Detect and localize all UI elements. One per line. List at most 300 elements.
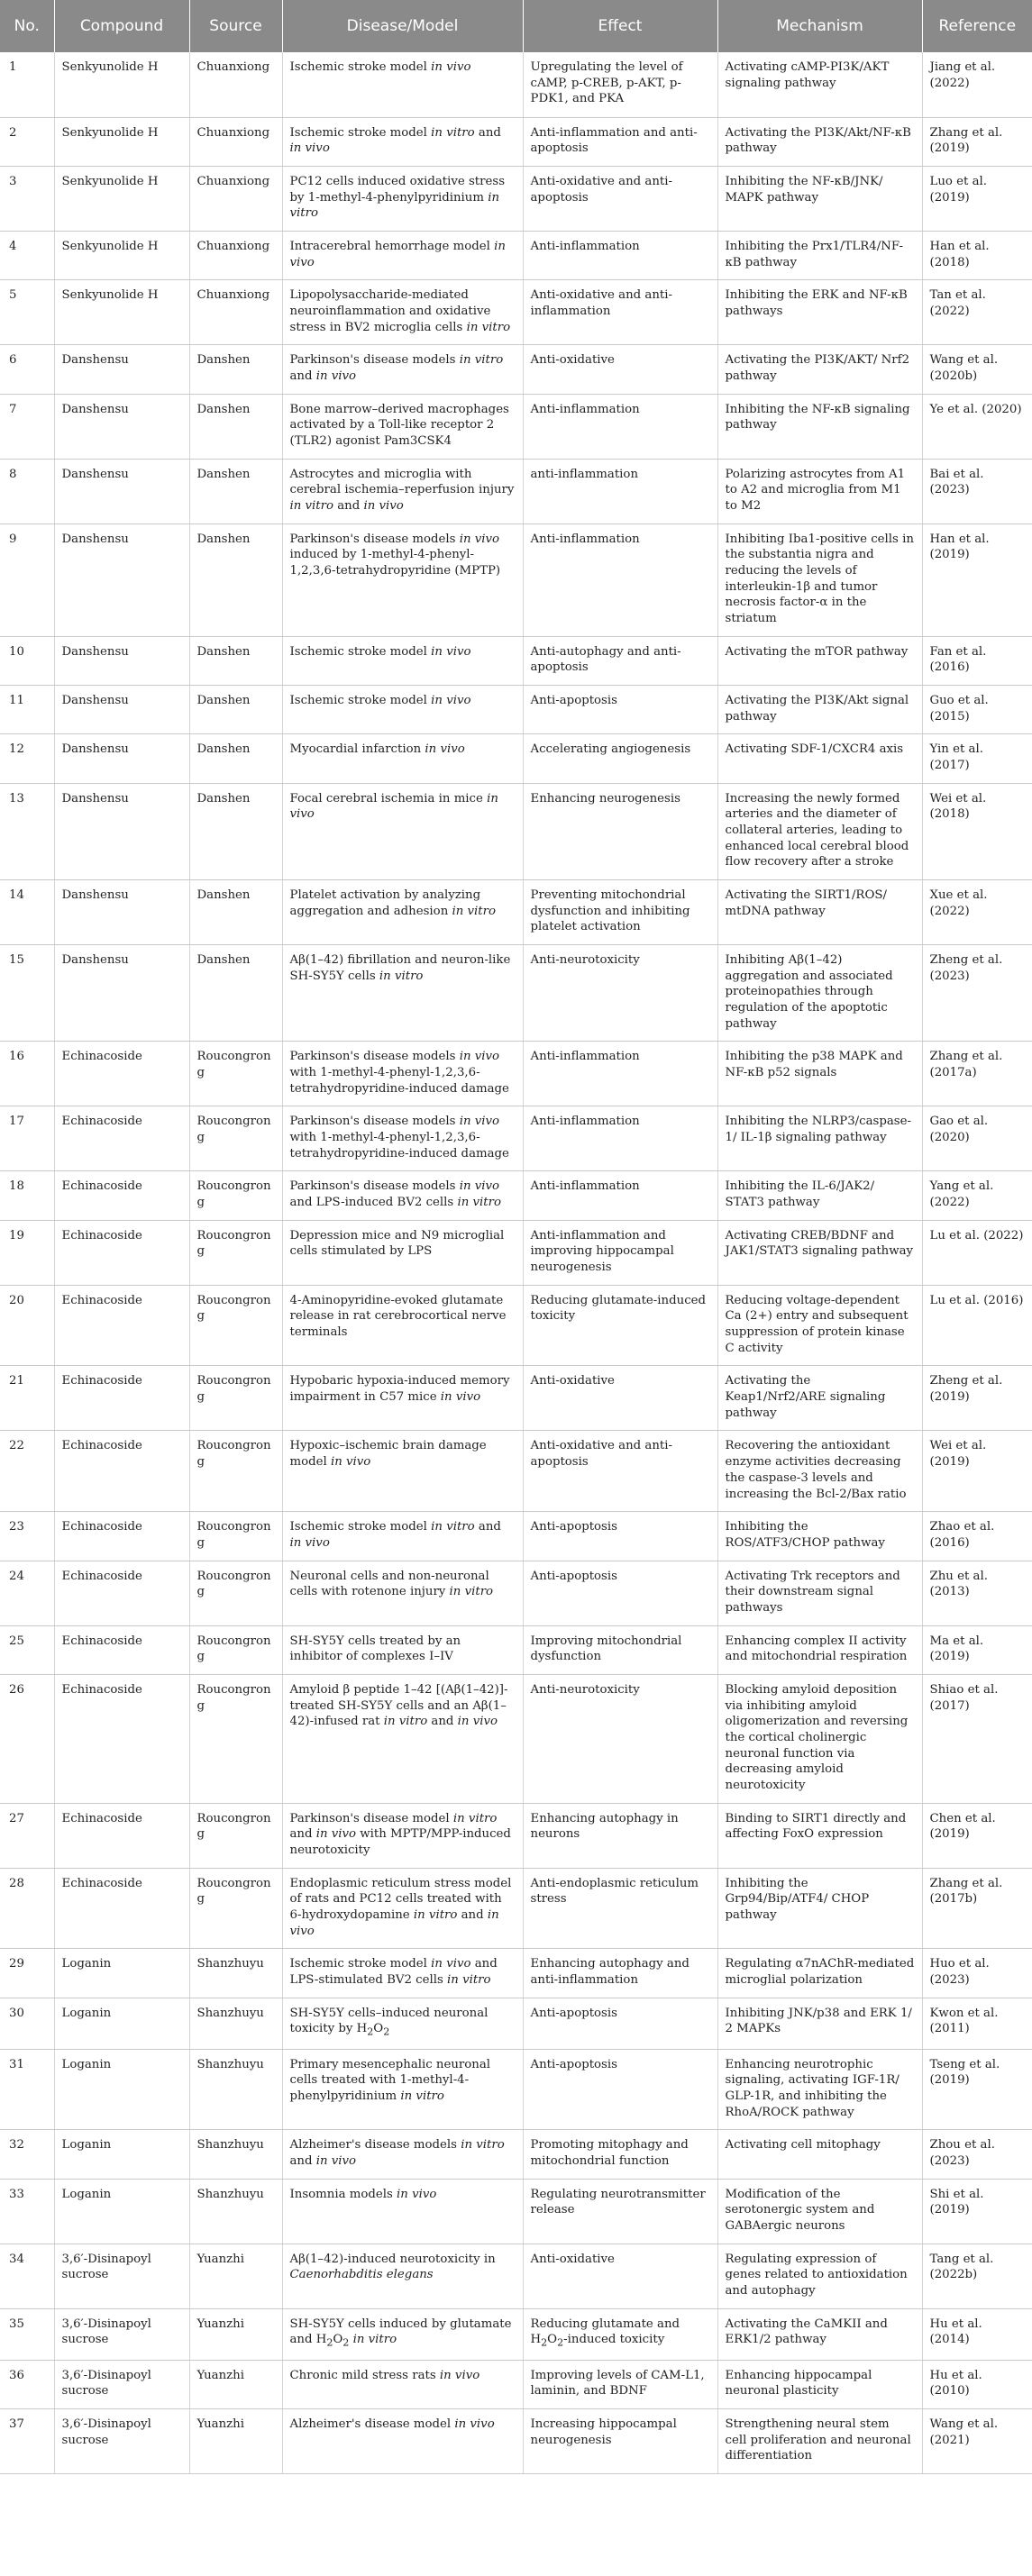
cell-mechanism: Activating Trk receptors and their downstream signal pathways [717,1561,922,1625]
cell-no: 18 [0,1171,54,1220]
cell-source: Chuanxiong [189,117,282,166]
header-source: Source [189,0,282,52]
cell-source: Yuanzhi [189,2244,282,2308]
cell-no: 15 [0,945,54,1042]
cell-reference: Wei et al. (2019) [922,1431,1032,1512]
cell-compound: Senkyunolide H [54,52,189,117]
cell-compound: Echinacoside [54,1285,189,1366]
cell-no: 13 [0,783,54,879]
cell-source: Roucongrong [189,1561,282,1625]
cell-disease-model: Ischemic stroke model in vivo [282,636,523,685]
cell-reference: Huo et al. (2023) [922,1949,1032,1998]
cell-disease-model: Alzheimer's disease model in vivo [282,2409,523,2474]
cell-effect: Accelerating angiogenesis [523,734,717,783]
cell-source: Danshen [189,636,282,685]
cell-no: 24 [0,1561,54,1625]
table-row [0,2409,1032,2474]
table-row [0,459,1032,523]
cell-effect: Anti-apoptosis [523,2049,717,2130]
table-row [0,636,1032,685]
cell-effect: Anti-oxidative and anti-inflammation [523,280,717,345]
cell-compound: Echinacoside [54,1220,189,1285]
cell-mechanism: Inhibiting Iba1-positive cells in the substantia nigra and reducing the levels of interleukin-1β and tumor necrosis factor-α in the striatum [717,523,922,636]
cell-no: 35 [0,2308,54,2360]
cell-reference: Bai et al. (2023) [922,459,1032,523]
cell-reference: Hu et al. (2014) [922,2308,1032,2360]
cell-reference: Han et al. (2019) [922,523,1032,636]
cell-compound: Loganin [54,2130,189,2179]
cell-source: Roucongrong [189,1285,282,1366]
cell-reference: Jiang et al. (2022) [922,52,1032,117]
cell-effect: Regulating neurotransmitter release [523,2179,717,2244]
cell-effect: Anti-oxidative [523,345,717,394]
cell-mechanism: Activating the mTOR pathway [717,636,922,685]
cell-compound: Echinacoside [54,1366,189,1431]
cell-no: 14 [0,880,54,945]
table-row [0,166,1032,231]
cell-compound: Danshensu [54,880,189,945]
cell-no: 30 [0,1998,54,2049]
cell-reference: Tseng et al. (2019) [922,2049,1032,2130]
cell-compound: Danshensu [54,734,189,783]
table-row [0,1106,1032,1171]
cell-no: 23 [0,1512,54,1561]
cell-effect: Increasing hippocampal neurogenesis [523,2409,717,2474]
cell-compound: 3,6′-Disinapoyl sucrose [54,2244,189,2308]
cell-reference: Zhou et al. (2023) [922,2130,1032,2179]
table-row [0,117,1032,166]
cell-no: 12 [0,734,54,783]
cell-disease-model: Lipopolysaccharide-mediated neuroinflammation and oxidative stress in BV2 microglia cells in vitro [282,280,523,345]
cell-source: Danshen [189,945,282,1042]
cell-no: 37 [0,2409,54,2474]
cell-mechanism: Modification of the serotonergic system and GABAergic neurons [717,2179,922,2244]
table-row [0,2130,1032,2179]
cell-source: Roucongrong [189,1512,282,1561]
header-disease-model: Disease/Model [282,0,523,52]
cell-reference: Yang et al. (2022) [922,1171,1032,1220]
cell-disease-model: Aβ(1–42)-induced neurotoxicity in Caenorhabditis elegans [282,2244,523,2308]
cell-reference: Guo et al. (2015) [922,685,1032,733]
cell-reference: Zheng et al. (2019) [922,1366,1032,1431]
table-row [0,1868,1032,1949]
table-row [0,945,1032,1042]
cell-mechanism: Activating cAMP-PI3K/AKT signaling pathway [717,52,922,117]
cell-reference: Ye et al. (2020) [922,394,1032,459]
cell-source: Chuanxiong [189,231,282,279]
cell-effect: Anti-oxidative [523,1366,717,1431]
cell-no: 32 [0,2130,54,2179]
cell-source: Danshen [189,880,282,945]
cell-source: Danshen [189,394,282,459]
cell-effect: Enhancing autophagy in neurons [523,1803,717,1868]
cell-compound: Echinacoside [54,1042,189,1106]
cell-disease-model: Parkinson's disease models in vivo with 1-methyl-4-phenyl-1,2,3,6-tetrahydropyridine-induced damage [282,1042,523,1106]
cell-mechanism: Blocking amyloid deposition via inhibiting amyloid oligomerization and reversing the cortical cholinergic neuronal function via decreasing amyloid neurotoxicity [717,1674,922,1803]
table-row [0,1431,1032,1512]
cell-reference: Fan et al. (2016) [922,636,1032,685]
table-row [0,1625,1032,1674]
cell-effect: anti-inflammation [523,459,717,523]
table-row [0,345,1032,394]
cell-source: Danshen [189,734,282,783]
cell-reference: Chen et al. (2019) [922,1803,1032,1868]
cell-effect: Improving levels of CAM-L1, laminin, and BDNF [523,2360,717,2408]
table-row [0,280,1032,345]
cell-effect: Reducing glutamate-induced toxicity [523,1285,717,1366]
table-row [0,1512,1032,1561]
cell-reference: Zhang et al. (2017a) [922,1042,1032,1106]
cell-mechanism: Activating SDF-1/CXCR4 axis [717,734,922,783]
cell-mechanism: Reducing voltage-dependent Ca (2+) entry and subsequent suppression of protein kinase C activity [717,1285,922,1366]
cell-reference: Shiao et al. (2017) [922,1674,1032,1803]
table-row [0,1042,1032,1106]
cell-mechanism: Inhibiting the NF-κB signaling pathway [717,394,922,459]
cell-effect: Enhancing autophagy and anti-inflammation [523,1949,717,1998]
cell-reference: Ma et al. (2019) [922,1625,1032,1674]
cell-compound: Echinacoside [54,1561,189,1625]
cell-effect: Reducing glutamate and $H_2O_2$-induced toxicity [523,2308,717,2360]
cell-reference: Wang et al. (2020b) [922,345,1032,394]
cell-mechanism: Polarizing astrocytes from A1 to A2 and microglia from M1 to M2 [717,459,922,523]
cell-effect: Enhancing neurogenesis [523,783,717,879]
cell-source: Chuanxiong [189,280,282,345]
cell-no: 26 [0,1674,54,1803]
cell-disease-model: Insomnia models in vivo [282,2179,523,2244]
cell-compound: 3,6′-Disinapoyl sucrose [54,2308,189,2360]
cell-reference: Zhu et al. (2013) [922,1561,1032,1625]
cell-no: 33 [0,2179,54,2244]
cell-mechanism: Activating the PI3K/AKT/ Nrf2 pathway [717,345,922,394]
cell-source: Shanzhuyu [189,1949,282,1998]
cell-effect: Anti-oxidative and anti-apoptosis [523,1431,717,1512]
cell-effect: Anti-inflammation [523,1106,717,1171]
table-row [0,2244,1032,2308]
table-row [0,2049,1032,2130]
cell-no: 21 [0,1366,54,1431]
cell-compound: Danshensu [54,685,189,733]
cell-no: 28 [0,1868,54,1949]
cell-no: 4 [0,231,54,279]
cell-mechanism: Inhibiting Aβ(1–42) aggregation and associated proteinopathies through regulation of the apoptotic pathway [717,945,922,1042]
header-reference: Reference [922,0,1032,52]
cell-mechanism: Regulating expression of genes related to antioxidation and autophagy [717,2244,922,2308]
cell-compound: Danshensu [54,345,189,394]
table-row [0,523,1032,636]
table-row [0,52,1032,117]
cell-compound: Senkyunolide H [54,117,189,166]
cell-mechanism: Regulating α7nAChR-mediated microglial polarization [717,1949,922,1998]
header-no: No. [0,0,54,52]
cell-no: 8 [0,459,54,523]
table-row [0,1171,1032,1220]
cell-mechanism: Inhibiting the NLRP3/caspase-1/ IL-1β signaling pathway [717,1106,922,1171]
cell-mechanism: Enhancing hippocampal neuronal plasticity [717,2360,922,2408]
cell-compound: Senkyunolide H [54,166,189,231]
cell-compound: Echinacoside [54,1171,189,1220]
cell-mechanism: Activating the CaMKII and ERK1/2 pathway [717,2308,922,2360]
cell-compound: Loganin [54,1998,189,2049]
cell-disease-model: Hypoxic–ischemic brain damage model in vivo [282,1431,523,1512]
cell-source: Danshen [189,459,282,523]
table-row [0,2308,1032,2360]
cell-mechanism: Activating CREB/BDNF and JAK1/STAT3 signaling pathway [717,1220,922,1285]
cell-no: 34 [0,2244,54,2308]
cell-mechanism: Inhibiting the Grp94/Bip/ATF4/ CHOP pathway [717,1868,922,1949]
cell-no: 6 [0,345,54,394]
cell-no: 1 [0,52,54,117]
cell-effect: Anti-oxidative and anti-apoptosis [523,166,717,231]
cell-reference: Han et al. (2018) [922,231,1032,279]
cell-source: Yuanzhi [189,2360,282,2408]
cell-reference: Lu et al. (2022) [922,1220,1032,1285]
cell-disease-model: Parkinson's disease models in vivo induced by 1-methyl-4-phenyl-1,2,3,6-tetrahydropyridine (MPTP) [282,523,523,636]
cell-source: Danshen [189,345,282,394]
cell-effect: Anti-endoplasmic reticulum stress [523,1868,717,1949]
cell-mechanism: Recovering the antioxidant enzyme activities decreasing the caspase-3 levels and increasing the Bcl-2/Bax ratio [717,1431,922,1512]
cell-compound: Echinacoside [54,1625,189,1674]
cell-mechanism: Activating the PI3K/Akt signal pathway [717,685,922,733]
cell-compound: Echinacoside [54,1674,189,1803]
cell-disease-model: Ischemic stroke model in vitro and in vivo [282,1512,523,1561]
cell-effect: Anti-apoptosis [523,1512,717,1561]
cell-disease-model: Platelet activation by analyzing aggregation and adhesion in vitro [282,880,523,945]
cell-effect: Anti-inflammation [523,394,717,459]
cell-source: Danshen [189,783,282,879]
cell-no: 36 [0,2360,54,2408]
cell-disease-model: SH-SY5Y cells–induced neuronal toxicity by $H_2O_2$ [282,1998,523,2049]
cell-reference: Hu et al. (2010) [922,2360,1032,2408]
cell-disease-model: Parkinson's disease model in vitro and in vivo with MPTP/MPP-induced neurotoxicity [282,1803,523,1868]
cell-mechanism: Inhibiting the ERK and NF-κB pathways [717,280,922,345]
cell-source: Shanzhuyu [189,2049,282,2130]
cell-no: 9 [0,523,54,636]
cell-no: 5 [0,280,54,345]
cell-mechanism: Activating cell mitophagy [717,2130,922,2179]
cell-no: 19 [0,1220,54,1285]
cell-mechanism: Inhibiting the Prx1/TLR4/NF-κB pathway [717,231,922,279]
table-row [0,1803,1032,1868]
table-row [0,2360,1032,2408]
cell-disease-model: SH-SY5Y cells treated by an inhibitor of complexes I–IV [282,1625,523,1674]
cell-source: Roucongrong [189,1171,282,1220]
cell-no: 10 [0,636,54,685]
cell-disease-model: Ischemic stroke model in vivo and LPS-stimulated BV2 cells in vitro [282,1949,523,1998]
cell-mechanism: Inhibiting the NF-κB/JNK/ MAPK pathway [717,166,922,231]
cell-reference: Wei et al. (2018) [922,783,1032,879]
cell-compound: Echinacoside [54,1868,189,1949]
cell-disease-model: Chronic mild stress rats in vivo [282,2360,523,2408]
cell-reference: Yin et al. (2017) [922,734,1032,783]
header-row [0,0,1032,52]
cell-effect: Anti-inflammation [523,1171,717,1220]
cell-effect: Anti-inflammation and improving hippocampal neurogenesis [523,1220,717,1285]
cell-reference: Tan et al. (2022) [922,280,1032,345]
cell-disease-model: Hypobaric hypoxia-induced memory impairment in C57 mice in vivo [282,1366,523,1431]
cell-reference: Wang et al. (2021) [922,2409,1032,2474]
cell-no: 31 [0,2049,54,2130]
table-row [0,1285,1032,1366]
cell-source: Roucongrong [189,1366,282,1431]
cell-disease-model: Focal cerebral ischemia in mice in vivo [282,783,523,879]
cell-compound: Echinacoside [54,1431,189,1512]
table-row [0,1674,1032,1803]
cell-effect: Anti-oxidative [523,2244,717,2308]
cell-source: Roucongrong [189,1431,282,1512]
cell-no: 3 [0,166,54,231]
cell-disease-model: Primary mesencephalic neuronal cells treated with 1-methyl-4-phenylpyridinium in vitro [282,2049,523,2130]
table-header [0,0,1032,52]
cell-source: Chuanxiong [189,166,282,231]
cell-no: 22 [0,1431,54,1512]
cell-source: Roucongrong [189,1106,282,1171]
cell-mechanism: Binding to SIRT1 directly and affecting FoxO expression [717,1803,922,1868]
cell-effect: Promoting mitophagy and mitochondrial function [523,2130,717,2179]
cell-source: Roucongrong [189,1868,282,1949]
cell-compound: Danshensu [54,394,189,459]
cell-effect: Anti-inflammation [523,523,717,636]
cell-effect: Anti-neurotoxicity [523,1674,717,1803]
cell-mechanism: Activating the SIRT1/ROS/ mtDNA pathway [717,880,922,945]
cell-mechanism: Strengthening neural stem cell proliferation and neuronal differentiation [717,2409,922,2474]
cell-reference: Zhang et al. (2017b) [922,1868,1032,1949]
cell-disease-model: Myocardial infarction in vivo [282,734,523,783]
cell-compound: Echinacoside [54,1803,189,1868]
cell-mechanism: Inhibiting the p38 MAPK and NF-κB p52 signals [717,1042,922,1106]
cell-source: Shanzhuyu [189,2130,282,2179]
cell-disease-model: Bone marrow–derived macrophages activated by a Toll-like receptor 2 (TLR2) agonist Pam3CSK4 [282,394,523,459]
table-row [0,394,1032,459]
cell-no: 27 [0,1803,54,1868]
table-row [0,1366,1032,1431]
cell-compound: Danshensu [54,459,189,523]
cell-disease-model: Endoplasmic reticulum stress model of rats and PC12 cells treated with 6-hydroxydopamine in vitro and in vivo [282,1868,523,1949]
table-row [0,685,1032,733]
cell-disease-model: Ischemic stroke model in vitro and in vivo [282,117,523,166]
cell-source: Roucongrong [189,1803,282,1868]
cell-compound: Danshensu [54,945,189,1042]
cell-reference: Zhang et al. (2019) [922,117,1032,166]
cell-source: Yuanzhi [189,2308,282,2360]
table-row [0,231,1032,279]
cell-reference: Tang et al. (2022b) [922,2244,1032,2308]
cell-effect: Preventing mitochondrial dysfunction and inhibiting platelet activation [523,880,717,945]
header-mechanism: Mechanism [717,0,922,52]
table-row [0,1949,1032,1998]
cell-disease-model: Parkinson's disease models in vivo with 1-methyl-4-phenyl-1,2,3,6-tetrahydropyridine-induced damage [282,1106,523,1171]
cell-source: Yuanzhi [189,2409,282,2474]
table-row [0,1220,1032,1285]
cell-disease-model: Amyloid β peptide 1–42 [(Aβ(1–42)]-treated SH-SY5Y cells and an Aβ(1–42)-infused rat in vitro and in vivo [282,1674,523,1803]
table-body [0,52,1032,2474]
cell-compound: Loganin [54,1949,189,1998]
cell-compound: Echinacoside [54,1106,189,1171]
cell-source: Chuanxiong [189,52,282,117]
cell-reference: Xue et al. (2022) [922,880,1032,945]
cell-mechanism: Inhibiting the IL-6/JAK2/ STAT3 pathway [717,1171,922,1220]
cell-no: 11 [0,685,54,733]
cell-reference: Zhao et al. (2016) [922,1512,1032,1561]
cell-effect: Anti-apoptosis [523,1998,717,2049]
cell-mechanism: Activating the PI3K/Akt/NF-κB pathway [717,117,922,166]
cell-effect: Upregulating the level of cAMP, p-CREB, p-AKT, p-PDK1, and PKA [523,52,717,117]
cell-compound: Echinacoside [54,1512,189,1561]
table-row [0,783,1032,879]
table-row [0,2179,1032,2244]
cell-compound: Danshensu [54,636,189,685]
cell-effect: Anti-neurotoxicity [523,945,717,1042]
cell-disease-model: Parkinson's disease models in vitro and in vivo [282,345,523,394]
table-row [0,880,1032,945]
cell-no: 16 [0,1042,54,1106]
cell-mechanism: Inhibiting the ROS/ATF3/CHOP pathway [717,1512,922,1561]
cell-compound: Danshensu [54,783,189,879]
cell-no: 7 [0,394,54,459]
cell-disease-model: Neuronal cells and non-neuronal cells with rotenone injury in vitro [282,1561,523,1625]
cell-reference: Gao et al. (2020) [922,1106,1032,1171]
header-effect: Effect [523,0,717,52]
cell-compound: 3,6′-Disinapoyl sucrose [54,2360,189,2408]
cell-disease-model: Ischemic stroke model in vivo [282,685,523,733]
cell-effect: Improving mitochondrial dysfunction [523,1625,717,1674]
cell-disease-model: Parkinson's disease models in vivo and LPS-induced BV2 cells in vitro [282,1171,523,1220]
cell-reference: Shi et al. (2019) [922,2179,1032,2244]
cell-source: Roucongrong [189,1674,282,1803]
cell-source: Danshen [189,685,282,733]
table-row [0,1561,1032,1625]
cell-disease-model: Astrocytes and microglia with cerebral ischemia–reperfusion injury in vitro and in vivo [282,459,523,523]
cell-effect: Anti-inflammation [523,1042,717,1106]
cell-no: 29 [0,1949,54,1998]
cell-disease-model: Alzheimer's disease models in vitro and in vivo [282,2130,523,2179]
cell-effect: Anti-apoptosis [523,1561,717,1625]
cell-compound: 3,6′-Disinapoyl sucrose [54,2409,189,2474]
cell-source: Shanzhuyu [189,1998,282,2049]
cell-source: Roucongrong [189,1220,282,1285]
cell-compound: Loganin [54,2179,189,2244]
cell-mechanism: Enhancing neurotrophic signaling, activating IGF-1R/ GLP-1R, and inhibiting the RhoA/ROCK pathway [717,2049,922,2130]
cell-source: Roucongrong [189,1042,282,1106]
cell-disease-model: 4-Aminopyridine-evoked glutamate release in rat cerebrocortical nerve terminals [282,1285,523,1366]
cell-source: Danshen [189,523,282,636]
cell-no: 17 [0,1106,54,1171]
cell-effect: Anti-inflammation and anti-apoptosis [523,117,717,166]
cell-disease-model: SH-SY5Y cells induced by glutamate and $H_2O_2$ in vitro [282,2308,523,2360]
cell-compound: Senkyunolide H [54,231,189,279]
cell-disease-model: Intracerebral hemorrhage model in vivo [282,231,523,279]
cell-compound: Danshensu [54,523,189,636]
cell-disease-model: Depression mice and N9 microglial cells stimulated by LPS [282,1220,523,1285]
cell-effect: Anti-apoptosis [523,685,717,733]
table-row [0,1998,1032,2049]
cell-reference: Kwon et al. (2011) [922,1998,1032,2049]
cell-mechanism: Increasing the newly formed arteries and the diameter of collateral arteries, leading to enhanced local cerebral blood flow recovery after a stroke [717,783,922,879]
cell-no: 20 [0,1285,54,1366]
cell-compound: Senkyunolide H [54,280,189,345]
cell-mechanism: Inhibiting JNK/p38 and ERK 1/ 2 MAPKs [717,1998,922,2049]
cell-disease-model: PC12 cells induced oxidative stress by 1-methyl-4-phenylpyridinium in vitro [282,166,523,231]
cell-source: Roucongrong [189,1625,282,1674]
cell-no: 25 [0,1625,54,1674]
cell-reference: Luo et al. (2019) [922,166,1032,231]
cell-mechanism: Enhancing complex II activity and mitochondrial respiration [717,1625,922,1674]
cell-effect: Anti-autophagy and anti-apoptosis [523,636,717,685]
cell-disease-model: Ischemic stroke model in vivo [282,52,523,117]
header-compound: Compound [54,0,189,52]
cell-effect: Anti-inflammation [523,231,717,279]
cell-mechanism: Activating the Keap1/Nrf2/ARE signaling pathway [717,1366,922,1431]
cell-reference: Zheng et al. (2023) [922,945,1032,1042]
